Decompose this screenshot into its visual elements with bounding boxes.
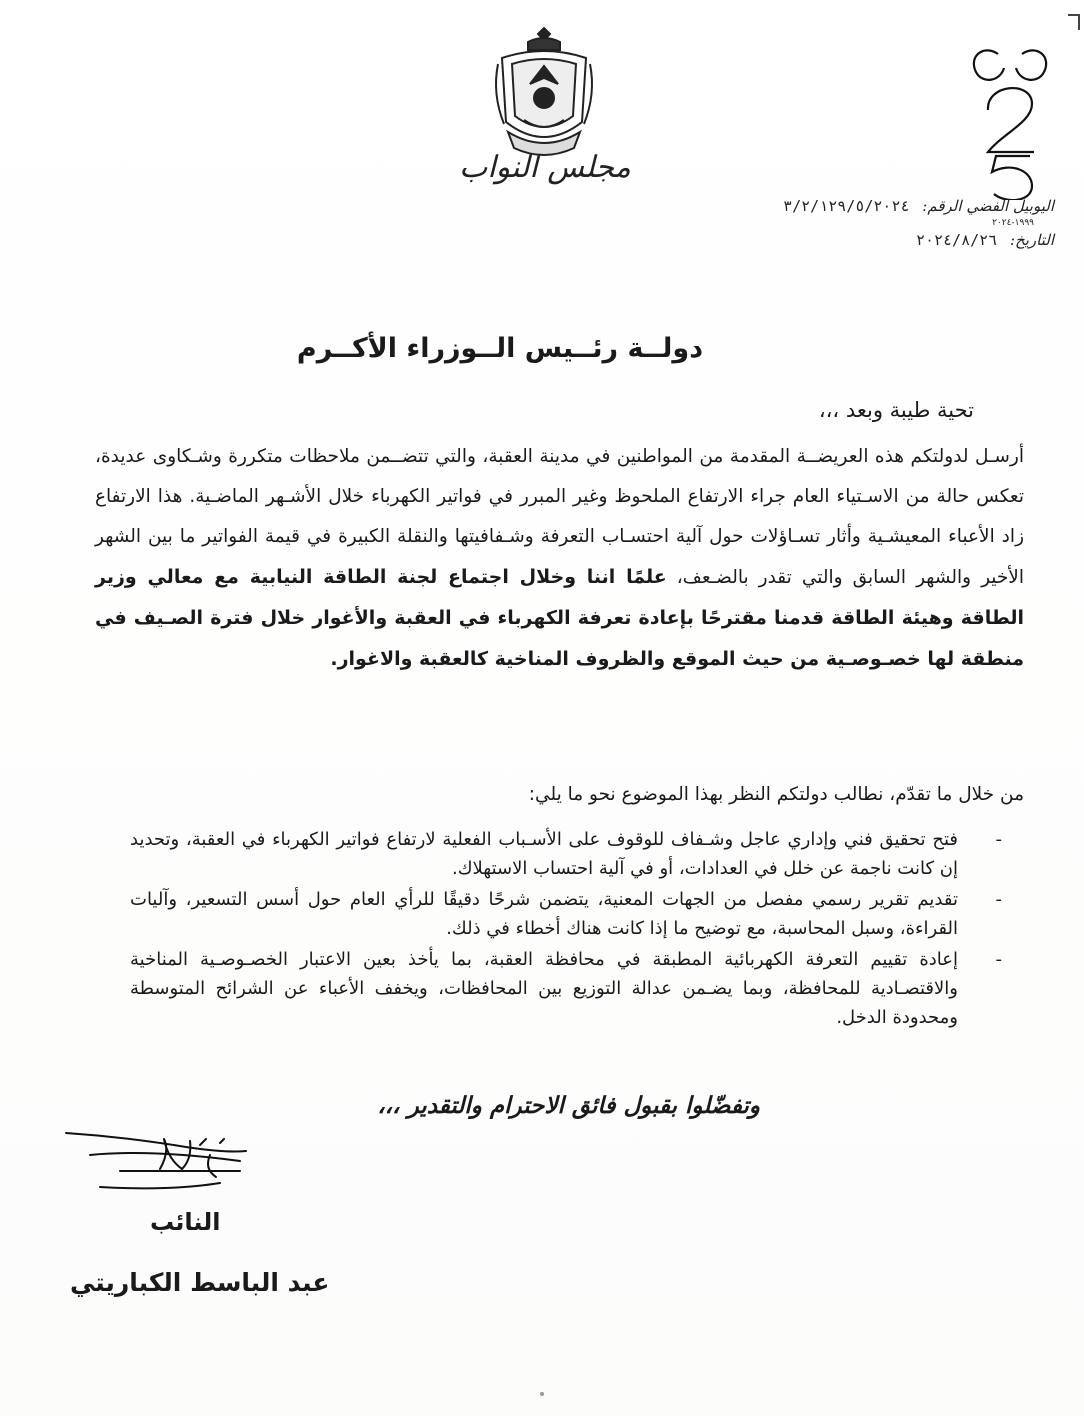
list-item xyxy=(130,885,1002,943)
list-item xyxy=(130,945,1002,1032)
greeting: تحية طيبة وبعد ،،، xyxy=(818,398,974,422)
logo-caption: اليوبيل الفضي xyxy=(966,197,1054,215)
bullet-dash: - xyxy=(995,889,1002,910)
date-value: ٢٠٢٤/٨/٢٦ xyxy=(915,231,998,249)
requests-list xyxy=(130,825,1002,1034)
logo-years: ١٩٩٩-٢٠٢٤ xyxy=(992,218,1034,228)
scan-edge-mark xyxy=(1068,14,1080,30)
paragraph-complaint-bold: علمًا اننا وخلال اجتماع لجنة الطاقة النيابية مع معالي وزير الطاقة وهيئة الطاقة قدمنا مقترحًا بإعادة تعرفة الكهرباء في العقبة والأغوار خلال فترة الصـيف في منطقة لها خصـوصـية من حيث الموقع والظروف المناخية كالعقبة والاغوار. xyxy=(95,566,1024,670)
reference-number-line xyxy=(754,195,1054,217)
closing-line: وتفضّلوا بقبول فائق الاحترام والتقدير ،،، xyxy=(377,1093,760,1119)
request-text: تقديم تقرير رسمي مفصل من الجهات المعنية، يتضمن شرحًا دقيقًا للرأي العام حول أسس التسعير، وآليات القراءة، وسبل المحاسبة، مع توضيح ما إذا كانت هناك أخطاء في ذلك. xyxy=(130,889,958,939)
reference-number: ٣/٢/١٢٩/٥/٢٠٢٤ xyxy=(783,197,910,215)
addressee-heading: دولــة رئــيس الــوزراء الأكــرم xyxy=(296,333,704,364)
coat-of-arms-icon xyxy=(488,24,600,164)
svg-text:25: 25 xyxy=(1009,126,1011,127)
jubilee-25-logo xyxy=(960,30,1060,200)
paragraph-complaint-regular: أرسـل لدولتكم هذه العريضــة المقدمة من المواطنين في مدينة العقبة، والتي تتضــمن ملاحظات متكررة وشـكاوى عديدة، تعكس حالة من الاسـتياء العام جراء الارتفاع الملحوظ وغير المبرر في فواتير الكهرباء خلال الأشـهر الماضـية. هذا الارتفاع زاد الأعباء المعيشـية وأثار تسـاؤلات حول آلية احتسـاب التعرفة وشـفافيتها والنقلة الكبيرة في قيمة الفواتير ما بين الشهر الأخير والشهر السابق والتي تقدر بالضـعف، xyxy=(95,446,1024,588)
reference-block xyxy=(754,195,1054,251)
request-text: إعادة تقييم التعرفة الكهربائية المطبقة في محافظة العقبة، بما يأخذ بعين الاعتبار الخصـوصـية المناخية والاقتصـادية للمحافظة، وبما يضـمن عدالة التوزيع بين المحافظات، ويخفف الأعباء عن الشرائح المتوسطة ومحدودة الدخل. xyxy=(130,949,958,1028)
request-text: فتح تحقيق فني وإداري عاجل وشـفاف للوقوف على الأسـباب الفعلية لارتفاع فواتير الكهرباء في العقبة، وتحديد إن كانت ناجمة عن خلل في العدادات، أو في آلية احتساب الاستهلاك. xyxy=(130,829,958,879)
signatory-title: النائب xyxy=(150,1208,221,1236)
paragraph-requests-intro: من خلال ما تقدّم، نطالب دولتكم النظر بهذا الموضوع نحو ما يلي: xyxy=(528,784,1024,805)
bullet-dash: - xyxy=(995,949,1002,970)
date-line xyxy=(754,229,1054,251)
signatory-name: عبد الباسط الكباريتي xyxy=(70,1268,330,1297)
list-item xyxy=(130,825,1002,883)
bullet-dash: - xyxy=(995,829,1002,850)
scan-artifact xyxy=(540,1392,544,1396)
reference-label: الرقم: xyxy=(922,197,962,215)
date-label: التاريخ: xyxy=(1010,231,1054,249)
paragraph-complaint xyxy=(95,437,1024,680)
parliament-name: مجلس النواب xyxy=(459,150,631,185)
handwritten-signature xyxy=(60,1125,280,1210)
